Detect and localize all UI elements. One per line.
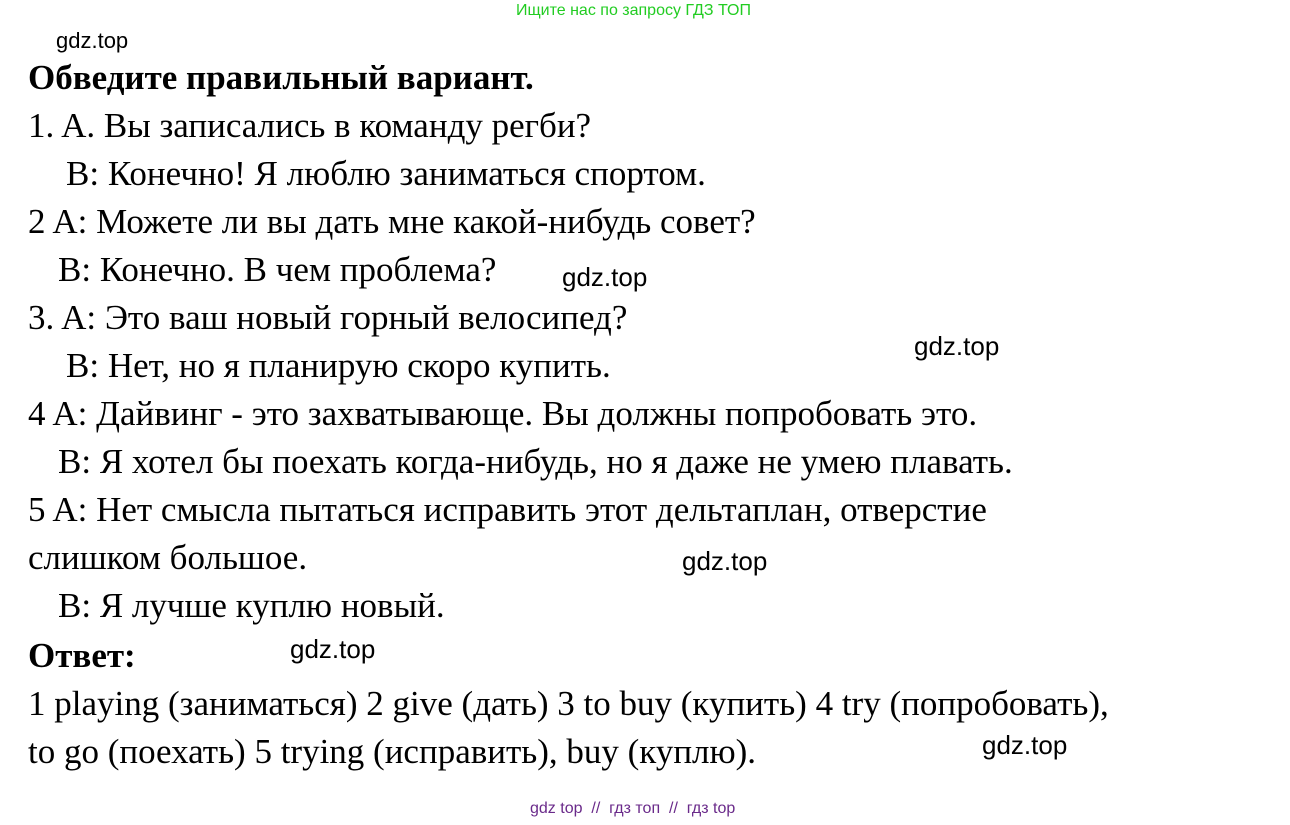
question-3-b: B: Нет, но я планирую скоро купить. <box>66 346 611 385</box>
watermark: gdz.top <box>682 546 768 576</box>
watermark: gdz.top <box>562 262 648 292</box>
question-4-a: 4 A: Дайвинг - это захватывающе. Вы должны попробовать это. <box>28 394 978 433</box>
question-2-b: B: Конечно. В чем проблема? <box>58 250 497 289</box>
answer-line-1: 1 playing (заниматься) 2 give (дать) 3 to buy (купить) 4 try (попробовать), <box>28 684 1109 723</box>
watermark: gdz.top <box>56 28 129 53</box>
watermark: gdz.top <box>982 730 1068 760</box>
question-2-a: 2 A: Можете ли вы дать мне какой-нибудь совет? <box>28 202 756 241</box>
question-3-a: 3. A: Это ваш новый горный велосипед? <box>28 298 628 337</box>
answer-line-2: to go (поехать) 5 trying (исправить), buy (куплю). <box>28 732 757 771</box>
task-title: Обведите правильный вариант. <box>28 58 534 97</box>
question-1-a: 1. A. Вы записались в команду регби? <box>28 106 592 145</box>
watermark: gdz.top <box>914 331 1000 361</box>
question-4-b: B: Я хотел бы поехать когда-нибудь, но я даже не умею плавать. <box>58 442 1013 481</box>
watermark: gdz.top <box>290 634 376 664</box>
answer-label: Ответ: <box>28 636 136 675</box>
footer-links: gdz top // гдз топ // гдз top <box>530 800 736 817</box>
question-5-a-continued: слишком большое. <box>28 538 308 577</box>
question-5-b: B: Я лучше куплю новый. <box>58 586 445 625</box>
top-banner-text: Ищите нас по запросу ГДЗ ТОП <box>516 2 751 19</box>
question-1-b: B: Конечно! Я люблю заниматься спортом. <box>66 154 706 193</box>
question-5-a: 5 A: Нет смысла пытаться исправить этот дельтаплан, отверстие <box>28 490 987 529</box>
